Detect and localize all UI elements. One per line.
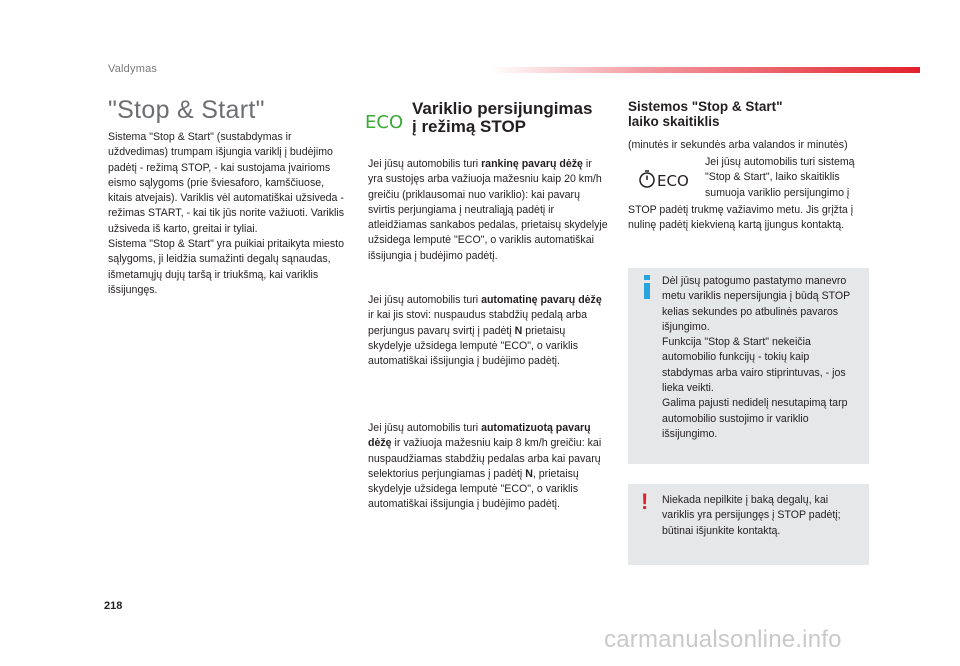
automated-gearbox-paragraph: Jei jūsų automobilis turi automatizuotą pavarų dėžę ir važiuoja mažesniu kaip 8 km/h greičiu: kai nuspaudžiamas stabdžių pedalas arba kai pavarų selektorius perjungiamas į padėtį N, prietaisų skydelyje užsidega lemputė "ECO", o variklis automatiškai išsijungia į budėjimo padėtį. [368, 422, 602, 511]
stop-mode-heading-line1: Variklio persijungimas [412, 99, 593, 118]
info-icon [640, 275, 654, 299]
info-note-paragraph-1: Dėl jūsų patogumo pastatymo manevro metu variklis nepersijungia į būdą STOP kelias sekundes po atbulinės pavaros išjungimo. [662, 275, 851, 333]
info-note-paragraph-3: Galima pajusti nedidelį nesutapimą tarp automobilio sustojimo ir variklio išsijungimo. [662, 397, 848, 440]
page-title: "Stop & Start" [108, 96, 265, 124]
intro-paragraph-1: Sistema "Stop & Start" (sustabdymas ir uždvedimas) trumpam išjungia variklį į budėjimo padėtį - režimą STOP, - kai sustojama įvairioms eismo sąlygoms (prie šviesaforo, kamščiuose, kitais atvejais). Variklis vėl automatiškai užsiveda - režimas START, - kai tik jūs norite važiuoti. Variklis užsiveda iš karto, greitai ir tyliai. [108, 131, 345, 235]
stop-mode-heading [412, 100, 612, 136]
counter-side-text: Jei jūsų automobilis turi sistemą "Stop & Start", laiko skaitiklis sumuoja variklio persijungimo į [705, 156, 855, 199]
manual-gearbox-paragraph: Jei jūsų automobilis turi rankinę pavarų dėžę ir yra sustojęs arba važiuoja mažesniu kaip 20 km/h greičiu (priklausomai nuo variklio): kai pavarų svirtis perjungiama į neutraliąją padėtį ir atleidžiamas sankabos pedalas, prietaisų skydelyje užsidega lemputė "ECO", o variklis automatiškai išsijungia į budėjimo padėtį. [368, 158, 608, 262]
counter-subtitle: (minutės ir sekundės arba valandos ir minutės) [628, 139, 848, 151]
intro-text [108, 130, 346, 298]
section-header: Valdymas [108, 63, 158, 75]
header-accent-bar [490, 67, 920, 73]
intro-paragraph-2: Sistema "Stop & Start" yra puikiai pritaikyta miesto sąlygoms, ji leidžia sumažinti degalų sąnaudas, išmetamųjų dujų taršą ir triukšmą, kai variklis išsijungęs. [108, 238, 344, 296]
eco-icon [365, 110, 407, 132]
eco-timer-icon [638, 168, 690, 192]
stop-mode-heading-line2: į režimą STOP [412, 117, 527, 136]
counter-heading-line2: laiko skaitiklis [628, 113, 720, 129]
page-number: 218 [104, 600, 123, 612]
warning-note-text: Niekada nepilkite į baką degalų, kai variklis yra persijungęs į STOP padėtį; būtinai išjunkite kontaktą. [662, 494, 841, 537]
counter-heading-line1: Sistemos "Stop & Start" [628, 99, 783, 114]
counter-heading [628, 100, 868, 129]
counter-continued-text: STOP padėtį trukmę važiavimo metu. Jis grįžta į nulinę padėtį kiekvieną kartą įjungus kontaktą. [628, 204, 854, 232]
info-note-paragraph-2: Funkcija "Stop & Start" nekeičia automobilio funkcijų - tokių kaip stabdymas arba vairo stiprintuvas, - jos lieka veikti. [662, 336, 846, 395]
info-note-text [662, 274, 862, 442]
warning-icon: ! [641, 489, 649, 514]
watermark: carmanualsonline.info [604, 626, 842, 653]
svg-text:ECO: ECO [657, 172, 689, 190]
svg-text:ECO: ECO [365, 112, 404, 132]
automatic-gearbox-paragraph: Jei jūsų automobilis turi automatinę pavarų dėžę ir kai jis stovi: nuspaudus stabdžių pedalą arba perjungus pavarų svirtį į padėtį N prietaisų skydelyje užsidega lemputė "ECO", o variklis automatiškai išsijungia į budėjimo padėtį. [368, 294, 602, 368]
